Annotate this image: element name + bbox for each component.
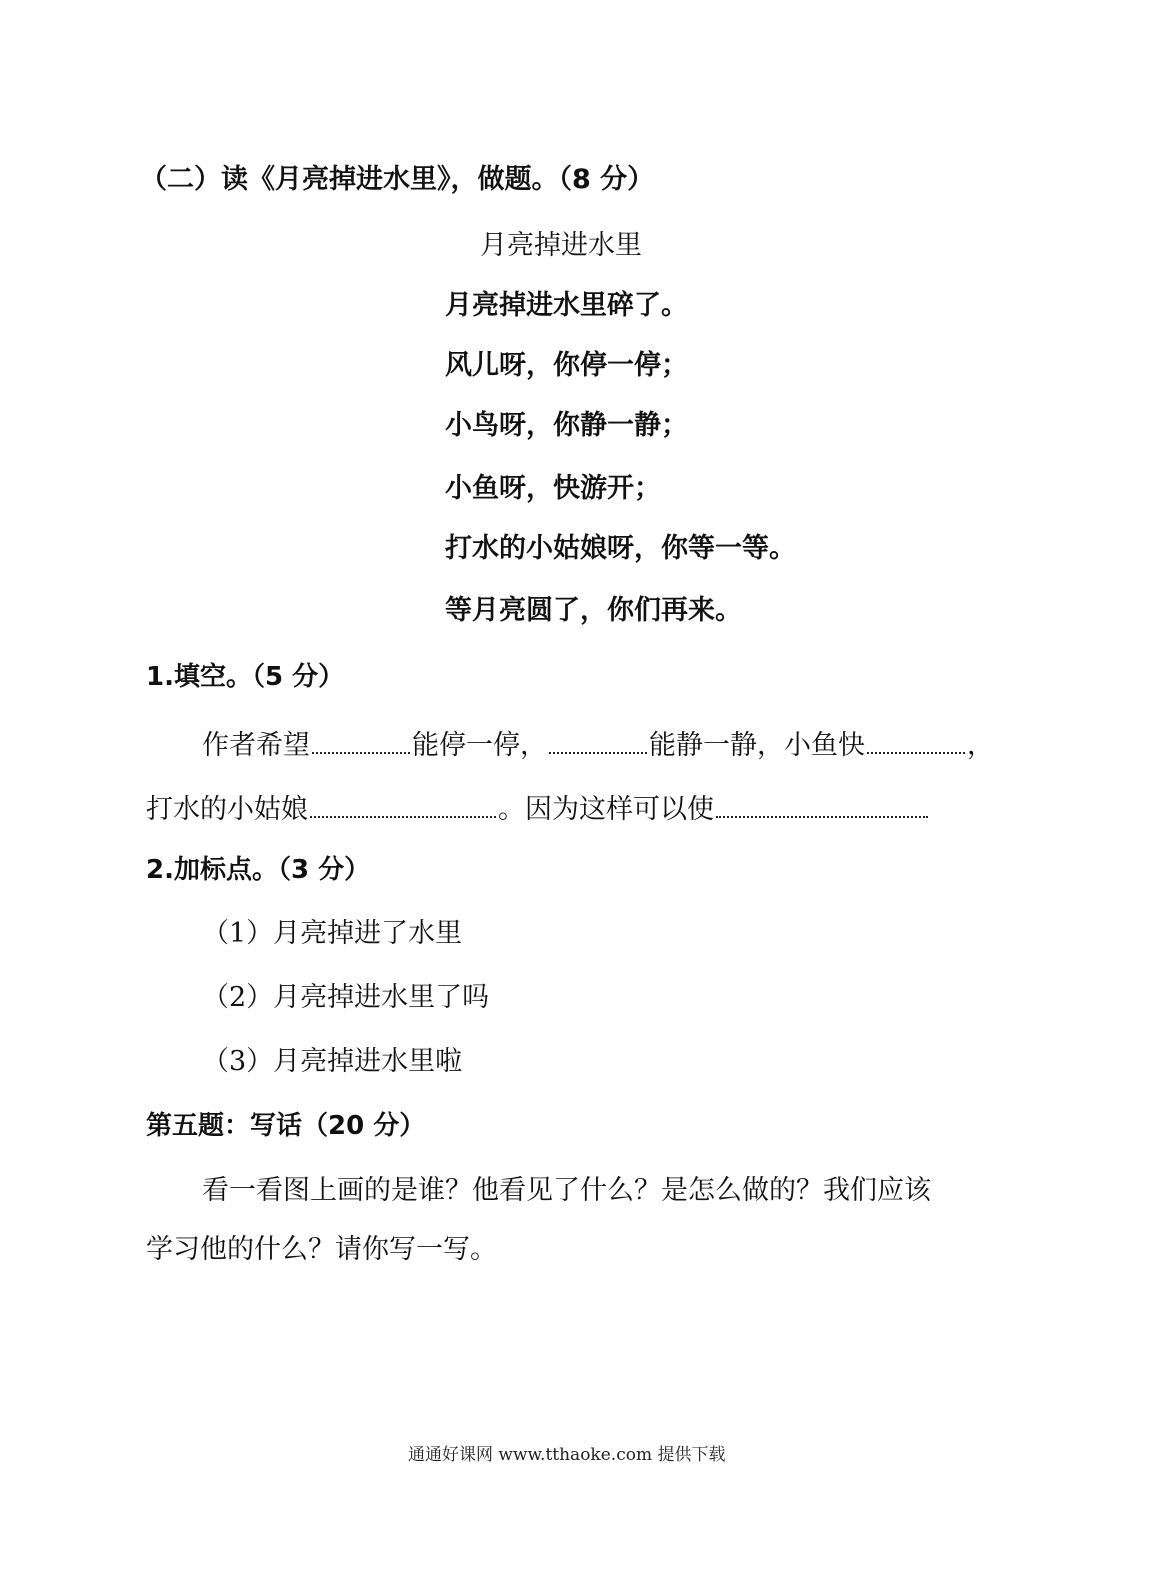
poem-line: 风儿呀，你停一停； <box>445 350 688 381</box>
q2-item: （3）月亮掉进水里啦 <box>202 1046 463 1077</box>
q1-blank-4[interactable] <box>310 792 496 818</box>
q1-text: 能停一停， <box>412 730 547 761</box>
poem-line: 月亮掉进水里碎了。 <box>445 290 688 321</box>
q1-fill-line-2 <box>146 792 930 823</box>
poem-line: 小鸟呀，你静一静； <box>445 410 688 441</box>
q5-prompt-line-2: 学习他的什么？请你写一写。 <box>146 1234 497 1265</box>
poem-line: 打水的小姑娘呀，你等一等。 <box>445 533 796 564</box>
q1-blank-3[interactable] <box>867 728 965 754</box>
poem-line: 小鱼呀，快游开； <box>445 473 661 504</box>
q1-fill-line-1 <box>202 728 994 759</box>
q1-text: 能静一静，小鱼快 <box>649 730 865 761</box>
q5-prompt-line-1: 看一看图上画的是谁？他看见了什么？是怎么做的？我们应该 <box>202 1175 931 1206</box>
q1-blank-5[interactable] <box>716 792 928 818</box>
footer-text: 通通好课网 www.tthaoke.com 提供下载 <box>408 1445 726 1465</box>
q1-text: 打水的小姑娘 <box>146 794 308 825</box>
q2-item: （1）月亮掉进了水里 <box>202 918 463 949</box>
q1-text: ， <box>967 730 994 761</box>
poem-line: 等月亮圆了，你们再来。 <box>445 595 742 626</box>
q1-blank-2[interactable] <box>549 728 647 754</box>
q5-heading: 第五题：写话（20 分） <box>146 1111 426 1141</box>
q1-blank-1[interactable] <box>312 728 410 754</box>
section-heading: （二）读《月亮掉进水里》，做题。（8 分） <box>140 164 655 195</box>
q1-heading: 1.填空。（5 分） <box>146 662 345 692</box>
poem-title: 月亮掉进水里 <box>480 230 642 261</box>
q1-text: 作者希望 <box>202 730 310 761</box>
q2-heading: 2.加标点。（3 分） <box>146 855 371 885</box>
q2-item: （2）月亮掉进水里了吗 <box>202 982 490 1013</box>
q1-text: 。因为这样可以使 <box>498 794 714 825</box>
